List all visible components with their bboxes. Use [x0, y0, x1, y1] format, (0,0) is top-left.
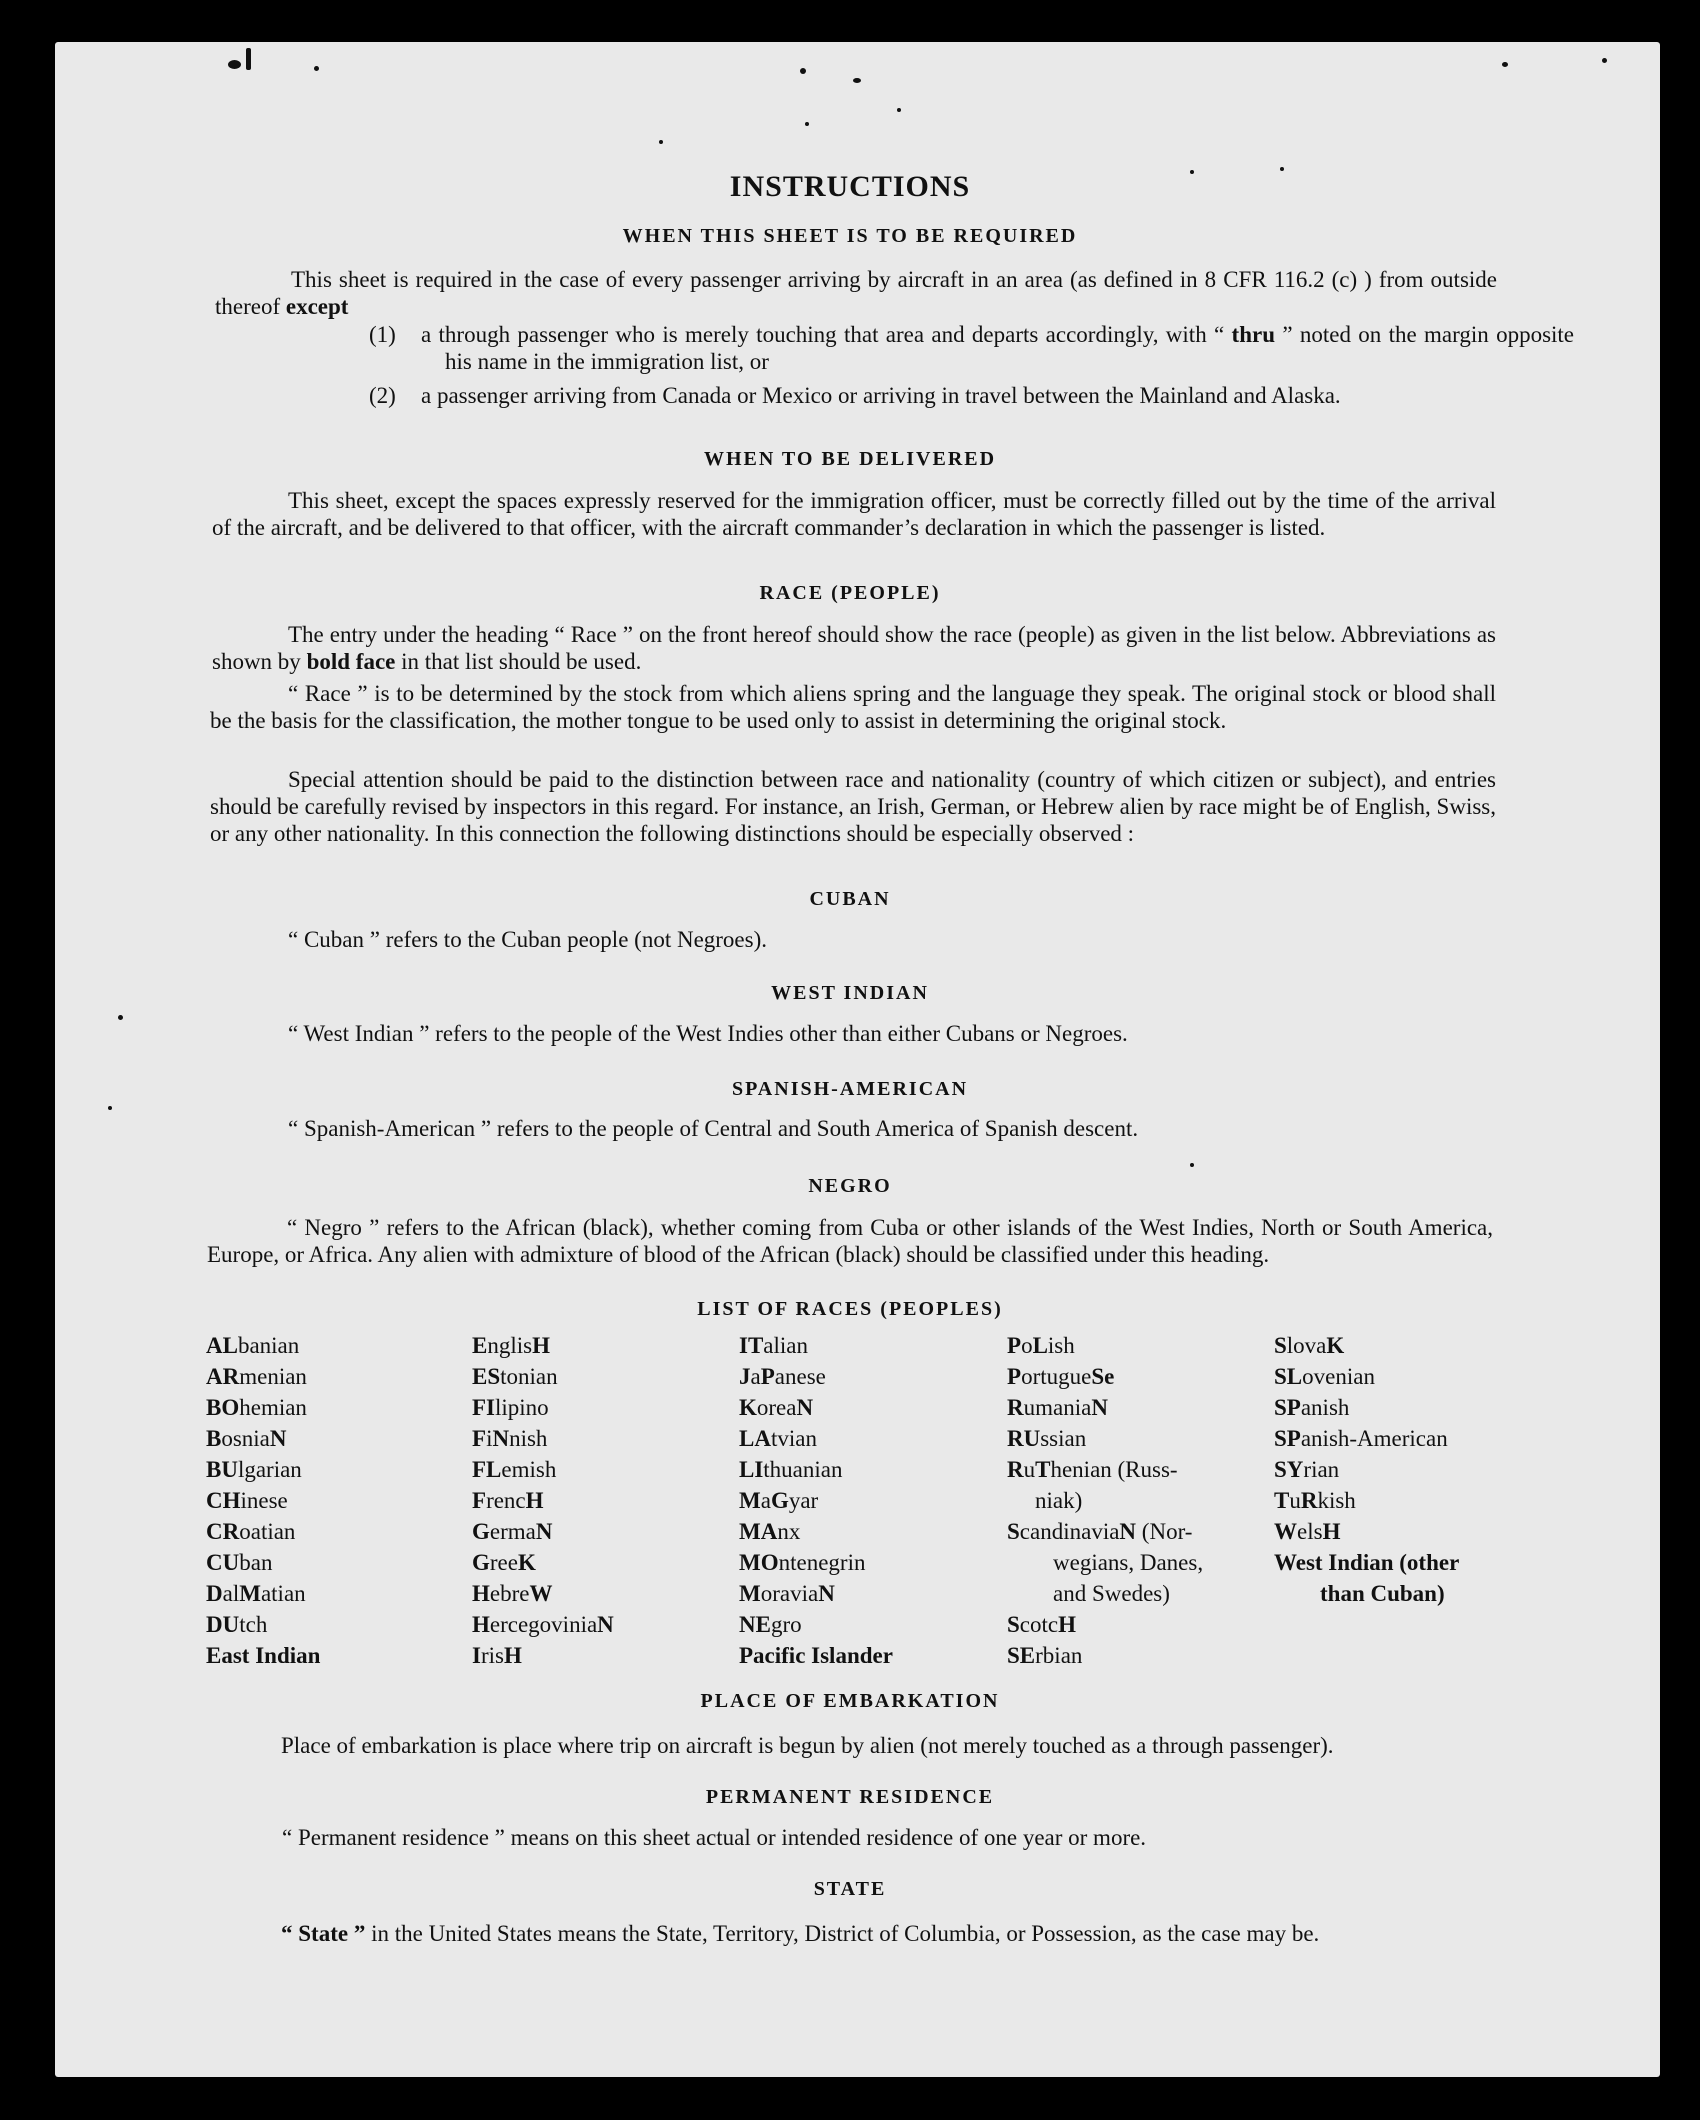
race-list-item: SPanish — [1274, 1395, 1350, 1420]
race-list-item: CUban — [206, 1550, 273, 1575]
race-list-item: SPanish-American — [1274, 1426, 1448, 1451]
race-list-item: SLovenian — [1274, 1364, 1375, 1389]
race-list-item: West Indian (other — [1274, 1550, 1460, 1575]
scan-speck — [800, 68, 806, 74]
section-heading-race: RACE (PEOPLE) — [759, 582, 941, 604]
race-list-item: EnglisH — [472, 1333, 550, 1358]
races-column-3 — [739, 1330, 893, 1671]
scan-speck — [314, 66, 319, 71]
section-heading-cuban: CUBAN — [809, 888, 891, 910]
section-heading-west-indian: WEST INDIAN — [771, 982, 929, 1004]
race-list-item: PortugueSe — [1007, 1364, 1115, 1389]
race-list-item: TuRkish — [1274, 1488, 1356, 1513]
paragraph-embarkation: Place of embarkation is place where trip on aircraft is begun by alien (not merely touched as a through passenger). — [281, 1733, 1334, 1758]
paragraph-cuban: “ Cuban ” refers to the Cuban people (not Negroes). — [288, 927, 768, 952]
race-list-item: EStonian — [472, 1364, 558, 1389]
race-list-item: East Indian — [206, 1643, 321, 1668]
race-list-item: wegians, Danes, — [1053, 1550, 1204, 1575]
scan-speck — [228, 60, 241, 69]
race-list-item: RuThenian (Russ- — [1007, 1457, 1178, 1482]
race-list-item: Pacific Islander — [739, 1643, 893, 1668]
list-item: (1) a through passenger who is merely touching that area and departs accordingly, with “ thru ” noted on the margin opposite his name in the immigration list, or — [369, 322, 1575, 374]
race-list-item: JaPanese — [739, 1364, 826, 1389]
race-list-item: KoreaN — [739, 1395, 814, 1420]
race-list-item: RumaniaN — [1007, 1395, 1108, 1420]
race-list-item: PoLish — [1007, 1333, 1075, 1358]
race-list-item: LIthuanian — [739, 1457, 843, 1482]
race-list-item: ARmenian — [206, 1364, 307, 1389]
section-heading-when-delivered: WHEN TO BE DELIVERED — [703, 448, 997, 470]
scan-speck — [853, 78, 861, 83]
race-list-item: WelsH — [1274, 1519, 1341, 1544]
races-column-1 — [206, 1330, 320, 1671]
scan-speck — [897, 108, 901, 112]
race-list-item: SlovaK — [1274, 1333, 1345, 1358]
paragraph-race-3: Special attention should be paid to the distinction between race and nationality (country of which citizen or subject), and entries should be carefully revised by inspectors in this regard. For instance, an Irish, German, or Hebrew alien by race might be of English, Swiss, or any other nationality. In this connection the following distinctions should be especially observed : — [210, 767, 1496, 846]
race-list-item: BUlgarian — [206, 1457, 302, 1482]
paragraph-negro: “ Negro ” refers to the African (black), whether coming from Cuba or other islands of the West Indies, North or South America, Europe, or Africa. Any alien with admixture of blood of the African (black) should be classified under this heading. — [207, 1215, 1493, 1267]
scan-speck — [108, 1106, 112, 1110]
race-list-item: FLemish — [472, 1457, 557, 1482]
race-list-item: ITalian — [739, 1333, 808, 1358]
scan-speck — [805, 122, 809, 126]
races-column-4 — [1007, 1330, 1203, 1671]
paragraph-west-indian: “ West Indian ” refers to the people of the West Indies other than either Cubans or Negroes. — [288, 1021, 1128, 1046]
race-list-item: ScandinaviaN (Nor- — [1007, 1519, 1193, 1544]
section-heading-embarkation: PLACE OF EMBARKATION — [700, 1690, 1000, 1712]
list-item: (2) a passenger arriving from Canada or Mexico or arriving in travel between the Mainland and Alaska. — [369, 383, 1341, 408]
page-title: INSTRUCTIONS — [729, 170, 971, 203]
race-list-item: FIlipino — [472, 1395, 549, 1420]
race-list-item: ALbanian — [206, 1333, 300, 1358]
race-list-item: ScotcH — [1007, 1612, 1076, 1637]
race-list-item: BOhemian — [206, 1395, 307, 1420]
race-list-item: GermaN — [472, 1519, 553, 1544]
race-list-item: HebreW — [472, 1581, 553, 1606]
race-list-item: HercegoviniaN — [472, 1612, 614, 1637]
race-list-item: MaGyar — [739, 1488, 819, 1513]
section-heading-residence: PERMANENT RESIDENCE — [705, 1786, 995, 1808]
race-list-item: DalMatian — [206, 1581, 306, 1606]
race-list-item: IrisH — [472, 1643, 522, 1668]
races-column-5 — [1274, 1330, 1459, 1609]
scan-speck — [1602, 58, 1607, 63]
race-list-item: DUtch — [206, 1612, 268, 1637]
race-list-item: MoraviaN — [739, 1581, 835, 1606]
section-heading-negro: NEGRO — [808, 1175, 892, 1197]
scan-speck — [118, 1015, 123, 1020]
race-list-item: and Swedes) — [1053, 1581, 1170, 1606]
race-list-item: SYrian — [1274, 1457, 1340, 1482]
races-column-2 — [472, 1330, 614, 1671]
race-list-item: CRoatian — [206, 1519, 296, 1544]
race-list-item: GreeK — [472, 1550, 536, 1575]
race-list-item: FiNnish — [472, 1426, 548, 1451]
race-list-item: LAtvian — [739, 1426, 817, 1451]
paragraph-residence: “ Permanent residence ” means on this sheet actual or intended residence of one year or more. — [282, 1825, 1147, 1850]
section-heading-list-of-races: LIST OF RACES (PEOPLES) — [697, 1298, 1003, 1320]
race-list-item: SErbian — [1007, 1643, 1083, 1668]
paragraph-when-required: This sheet is required in the case of every passenger arriving by aircraft in an area (as defined in 8 CFR 116.2 (c) ) from outside thereof except — [215, 267, 1497, 319]
race-list-item: MOntenegrin — [739, 1550, 866, 1575]
paragraph-race-2: “ Race ” is to be determined by the stock from which aliens spring and the language they speak. The original stock or blood shall be the basis for the classification, the mother tongue to be used only to assist in determining the original stock. — [210, 681, 1496, 733]
race-list-item: niak) — [1035, 1488, 1083, 1513]
section-heading-state: STATE — [813, 1878, 887, 1900]
race-list-item: CHinese — [206, 1488, 288, 1513]
scan-speck — [246, 48, 251, 70]
paragraph-spanish-american: “ Spanish-American ” refers to the people of Central and South America of Spanish descent. — [288, 1116, 1139, 1141]
race-list-item: NEgro — [739, 1612, 802, 1637]
race-list-item: MAnx — [739, 1519, 801, 1544]
race-list-item: FrencH — [472, 1488, 544, 1513]
race-list-item: BosniaN — [206, 1426, 287, 1451]
section-heading-spanish-american: SPANISH-AMERICAN — [731, 1078, 969, 1100]
paragraph-race-1: The entry under the heading “ Race ” on the front hereof should show the race (people) as given in the list below. Abbreviations as shown by bold face in that list should be used. — [212, 622, 1496, 674]
section-heading-when-required: WHEN THIS SHEET IS TO BE REQUIRED — [622, 225, 1078, 247]
paragraph-when-delivered: This sheet, except the spaces expressly reserved for the immigration officer, must be correctly filled out by the time of the arrival of the aircraft, and be delivered to that officer, with the aircraft commander’s declaration in which the passenger is listed. — [212, 488, 1496, 540]
scan-speck — [659, 140, 663, 144]
scan-speck — [1502, 62, 1508, 67]
race-list-item: than Cuban) — [1320, 1581, 1445, 1606]
scan-speck — [1190, 1163, 1194, 1167]
race-list-item: RUssian — [1007, 1426, 1087, 1451]
paragraph-state: “ State ” in the United States means the State, Territory, District of Columbia, or Possession, as the case may be. — [281, 1921, 1320, 1946]
